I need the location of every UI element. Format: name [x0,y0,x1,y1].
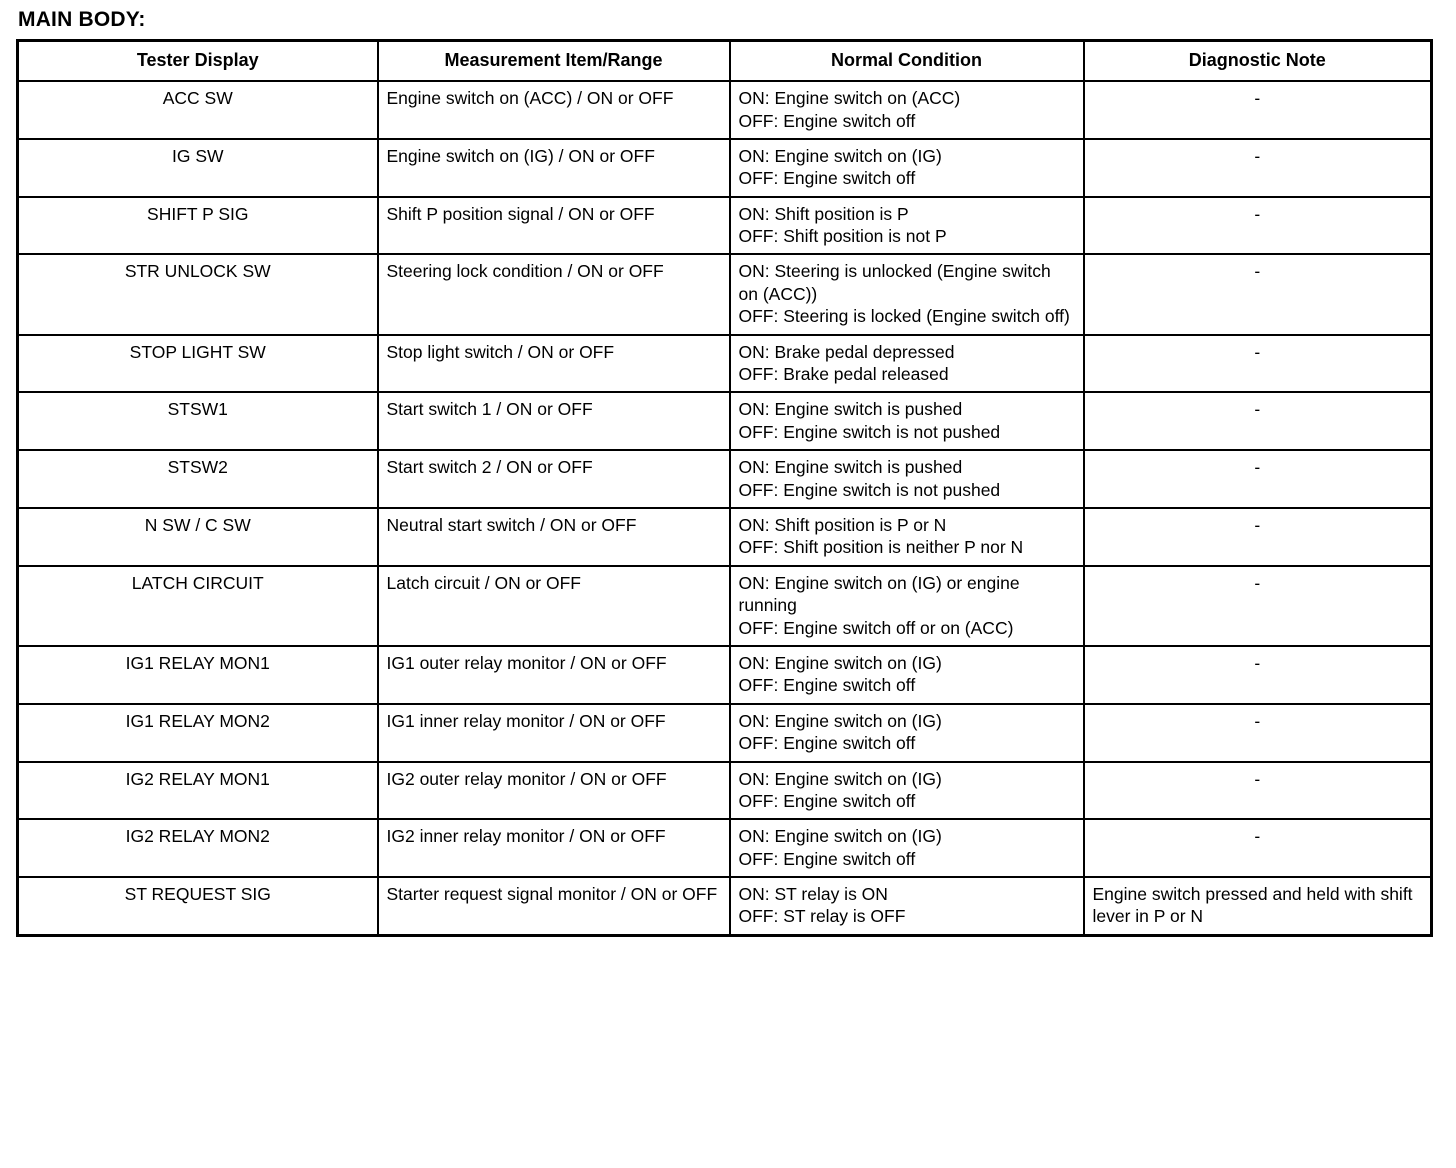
cell-measurement-item: IG2 outer relay monitor / ON or OFF [378,762,730,820]
cell-measurement-item: IG2 inner relay monitor / ON or OFF [378,819,730,877]
note-dash: - [1254,652,1261,673]
cell-diagnostic-note [1084,254,1432,334]
table-row [18,254,1432,334]
cell-diagnostic-note [1084,81,1432,139]
cell-measurement-item: Engine switch on (ACC) / ON or OFF [378,81,730,139]
cell-measurement-item: Starter request signal monitor / ON or OFF [378,877,730,935]
note-dash: - [1254,768,1261,789]
column-header-diagnostic-note: Diagnostic Note [1084,41,1432,82]
note-dash: - [1254,203,1261,224]
cell-diagnostic-note [1084,335,1432,393]
table-header [18,41,1432,82]
cell-diagnostic-note: Engine switch pressed and held with shift lever in P or N [1084,877,1432,935]
cell-diagnostic-note [1084,762,1432,820]
table-row [18,450,1432,508]
table-body [18,81,1432,935]
note-dash: - [1254,399,1261,420]
cell-measurement-item: Stop light switch / ON or OFF [378,335,730,393]
condition-off: OFF: Engine switch off [738,110,916,131]
cell-diagnostic-note [1084,819,1432,877]
cell-tester-display: IG SW [18,139,378,197]
condition-on: ON: Steering is unlocked (Engine switch on (ACC)) [738,261,1051,304]
cell-measurement-item: Neutral start switch / ON or OFF [378,508,730,566]
condition-off: OFF: Engine switch off [738,168,916,189]
main-body-spec-table [16,39,1433,937]
cell-tester-display: STSW1 [18,392,378,450]
table-row [18,819,1432,877]
cell-normal-condition [730,254,1084,334]
cell-normal-condition [730,819,1084,877]
note-dash: - [1254,514,1261,535]
condition-on: ON: Engine switch on (IG) [738,768,942,789]
note-dash: - [1254,457,1261,478]
table-row [18,762,1432,820]
condition-on: ON: Engine switch is pushed [738,457,963,478]
cell-tester-display: STR UNLOCK SW [18,254,378,334]
cell-normal-condition [730,877,1084,935]
condition-off: OFF: Brake pedal released [738,364,949,385]
cell-diagnostic-note [1084,646,1432,704]
note-dash: - [1254,261,1261,282]
cell-tester-display: SHIFT P SIG [18,197,378,255]
table-row [18,335,1432,393]
cell-measurement-item: Start switch 1 / ON or OFF [378,392,730,450]
cell-tester-display: ST REQUEST SIG [18,877,378,935]
table-row [18,197,1432,255]
cell-diagnostic-note [1084,392,1432,450]
cell-normal-condition [730,335,1084,393]
cell-measurement-item: Engine switch on (IG) / ON or OFF [378,139,730,197]
condition-off: OFF: ST relay is OFF [738,906,906,927]
cell-normal-condition [730,508,1084,566]
condition-off: OFF: Engine switch is not pushed [738,421,1001,442]
cell-normal-condition [730,646,1084,704]
cell-tester-display: IG2 RELAY MON2 [18,819,378,877]
cell-diagnostic-note [1084,139,1432,197]
column-header-measurement-item-range: Measurement Item/Range [378,41,730,82]
condition-on: ON: ST relay is ON [738,884,888,905]
cell-tester-display: N SW / C SW [18,508,378,566]
cell-tester-display: STSW2 [18,450,378,508]
condition-off: OFF: Engine switch off [738,733,916,754]
cell-normal-condition [730,197,1084,255]
note-dash: - [1254,710,1261,731]
cell-measurement-item: Shift P position signal / ON or OFF [378,197,730,255]
cell-tester-display: STOP LIGHT SW [18,335,378,393]
table-row [18,508,1432,566]
cell-diagnostic-note [1084,197,1432,255]
cell-tester-display: IG2 RELAY MON1 [18,762,378,820]
condition-off: OFF: Shift position is not P [738,226,947,247]
table-row [18,566,1432,646]
condition-on: ON: Brake pedal depressed [738,341,955,362]
cell-normal-condition [730,566,1084,646]
condition-off: OFF: Steering is locked (Engine switch off) [738,306,1070,327]
cell-measurement-item: Start switch 2 / ON or OFF [378,450,730,508]
note-dash: - [1254,88,1261,109]
note-dash: - [1254,826,1261,847]
condition-on: ON: Shift position is P or N [738,514,947,535]
condition-on: ON: Engine switch on (ACC) [738,88,961,109]
cell-diagnostic-note [1084,508,1432,566]
condition-on: ON: Engine switch on (IG) [738,652,942,673]
table-row [18,704,1432,762]
condition-on: ON: Engine switch on (IG) [738,145,942,166]
note-dash: - [1254,341,1261,362]
cell-measurement-item: IG1 outer relay monitor / ON or OFF [378,646,730,704]
condition-off: OFF: Engine switch off or on (ACC) [738,617,1014,638]
table-row [18,877,1432,935]
note-dash: - [1254,145,1261,166]
cell-normal-condition [730,762,1084,820]
table-row [18,392,1432,450]
column-header-tester-display: Tester Display [18,41,378,82]
cell-normal-condition [730,704,1084,762]
condition-on: ON: Engine switch on (IG) or engine running [738,572,1020,616]
cell-measurement-item: IG1 inner relay monitor / ON or OFF [378,704,730,762]
cell-normal-condition [730,81,1084,139]
condition-on: ON: Engine switch on (IG) [738,710,942,731]
cell-tester-display: IG1 RELAY MON1 [18,646,378,704]
cell-diagnostic-note [1084,566,1432,646]
note-dash: - [1254,572,1261,593]
cell-tester-display: IG1 RELAY MON2 [18,704,378,762]
table-row [18,139,1432,197]
column-header-normal-condition: Normal Condition [730,41,1084,82]
cell-normal-condition [730,450,1084,508]
page-title: MAIN BODY: [18,8,146,31]
cell-normal-condition [730,139,1084,197]
condition-off: OFF: Shift position is neither P nor N [738,537,1024,558]
table-row [18,646,1432,704]
cell-tester-display: LATCH CIRCUIT [18,566,378,646]
cell-diagnostic-note [1084,450,1432,508]
condition-off: OFF: Engine switch is not pushed [738,479,1001,500]
cell-tester-display: ACC SW [18,81,378,139]
cell-measurement-item: Steering lock condition / ON or OFF [378,254,730,334]
cell-measurement-item: Latch circuit / ON or OFF [378,566,730,646]
condition-on: ON: Engine switch is pushed [738,399,963,420]
cell-diagnostic-note [1084,704,1432,762]
condition-off: OFF: Engine switch off [738,848,916,869]
condition-off: OFF: Engine switch off [738,790,916,811]
condition-on: ON: Engine switch on (IG) [738,826,942,847]
table-header-row [18,41,1432,82]
cell-normal-condition [730,392,1084,450]
condition-off: OFF: Engine switch off [738,675,916,696]
table-row [18,81,1432,139]
condition-on: ON: Shift position is P [738,203,909,224]
